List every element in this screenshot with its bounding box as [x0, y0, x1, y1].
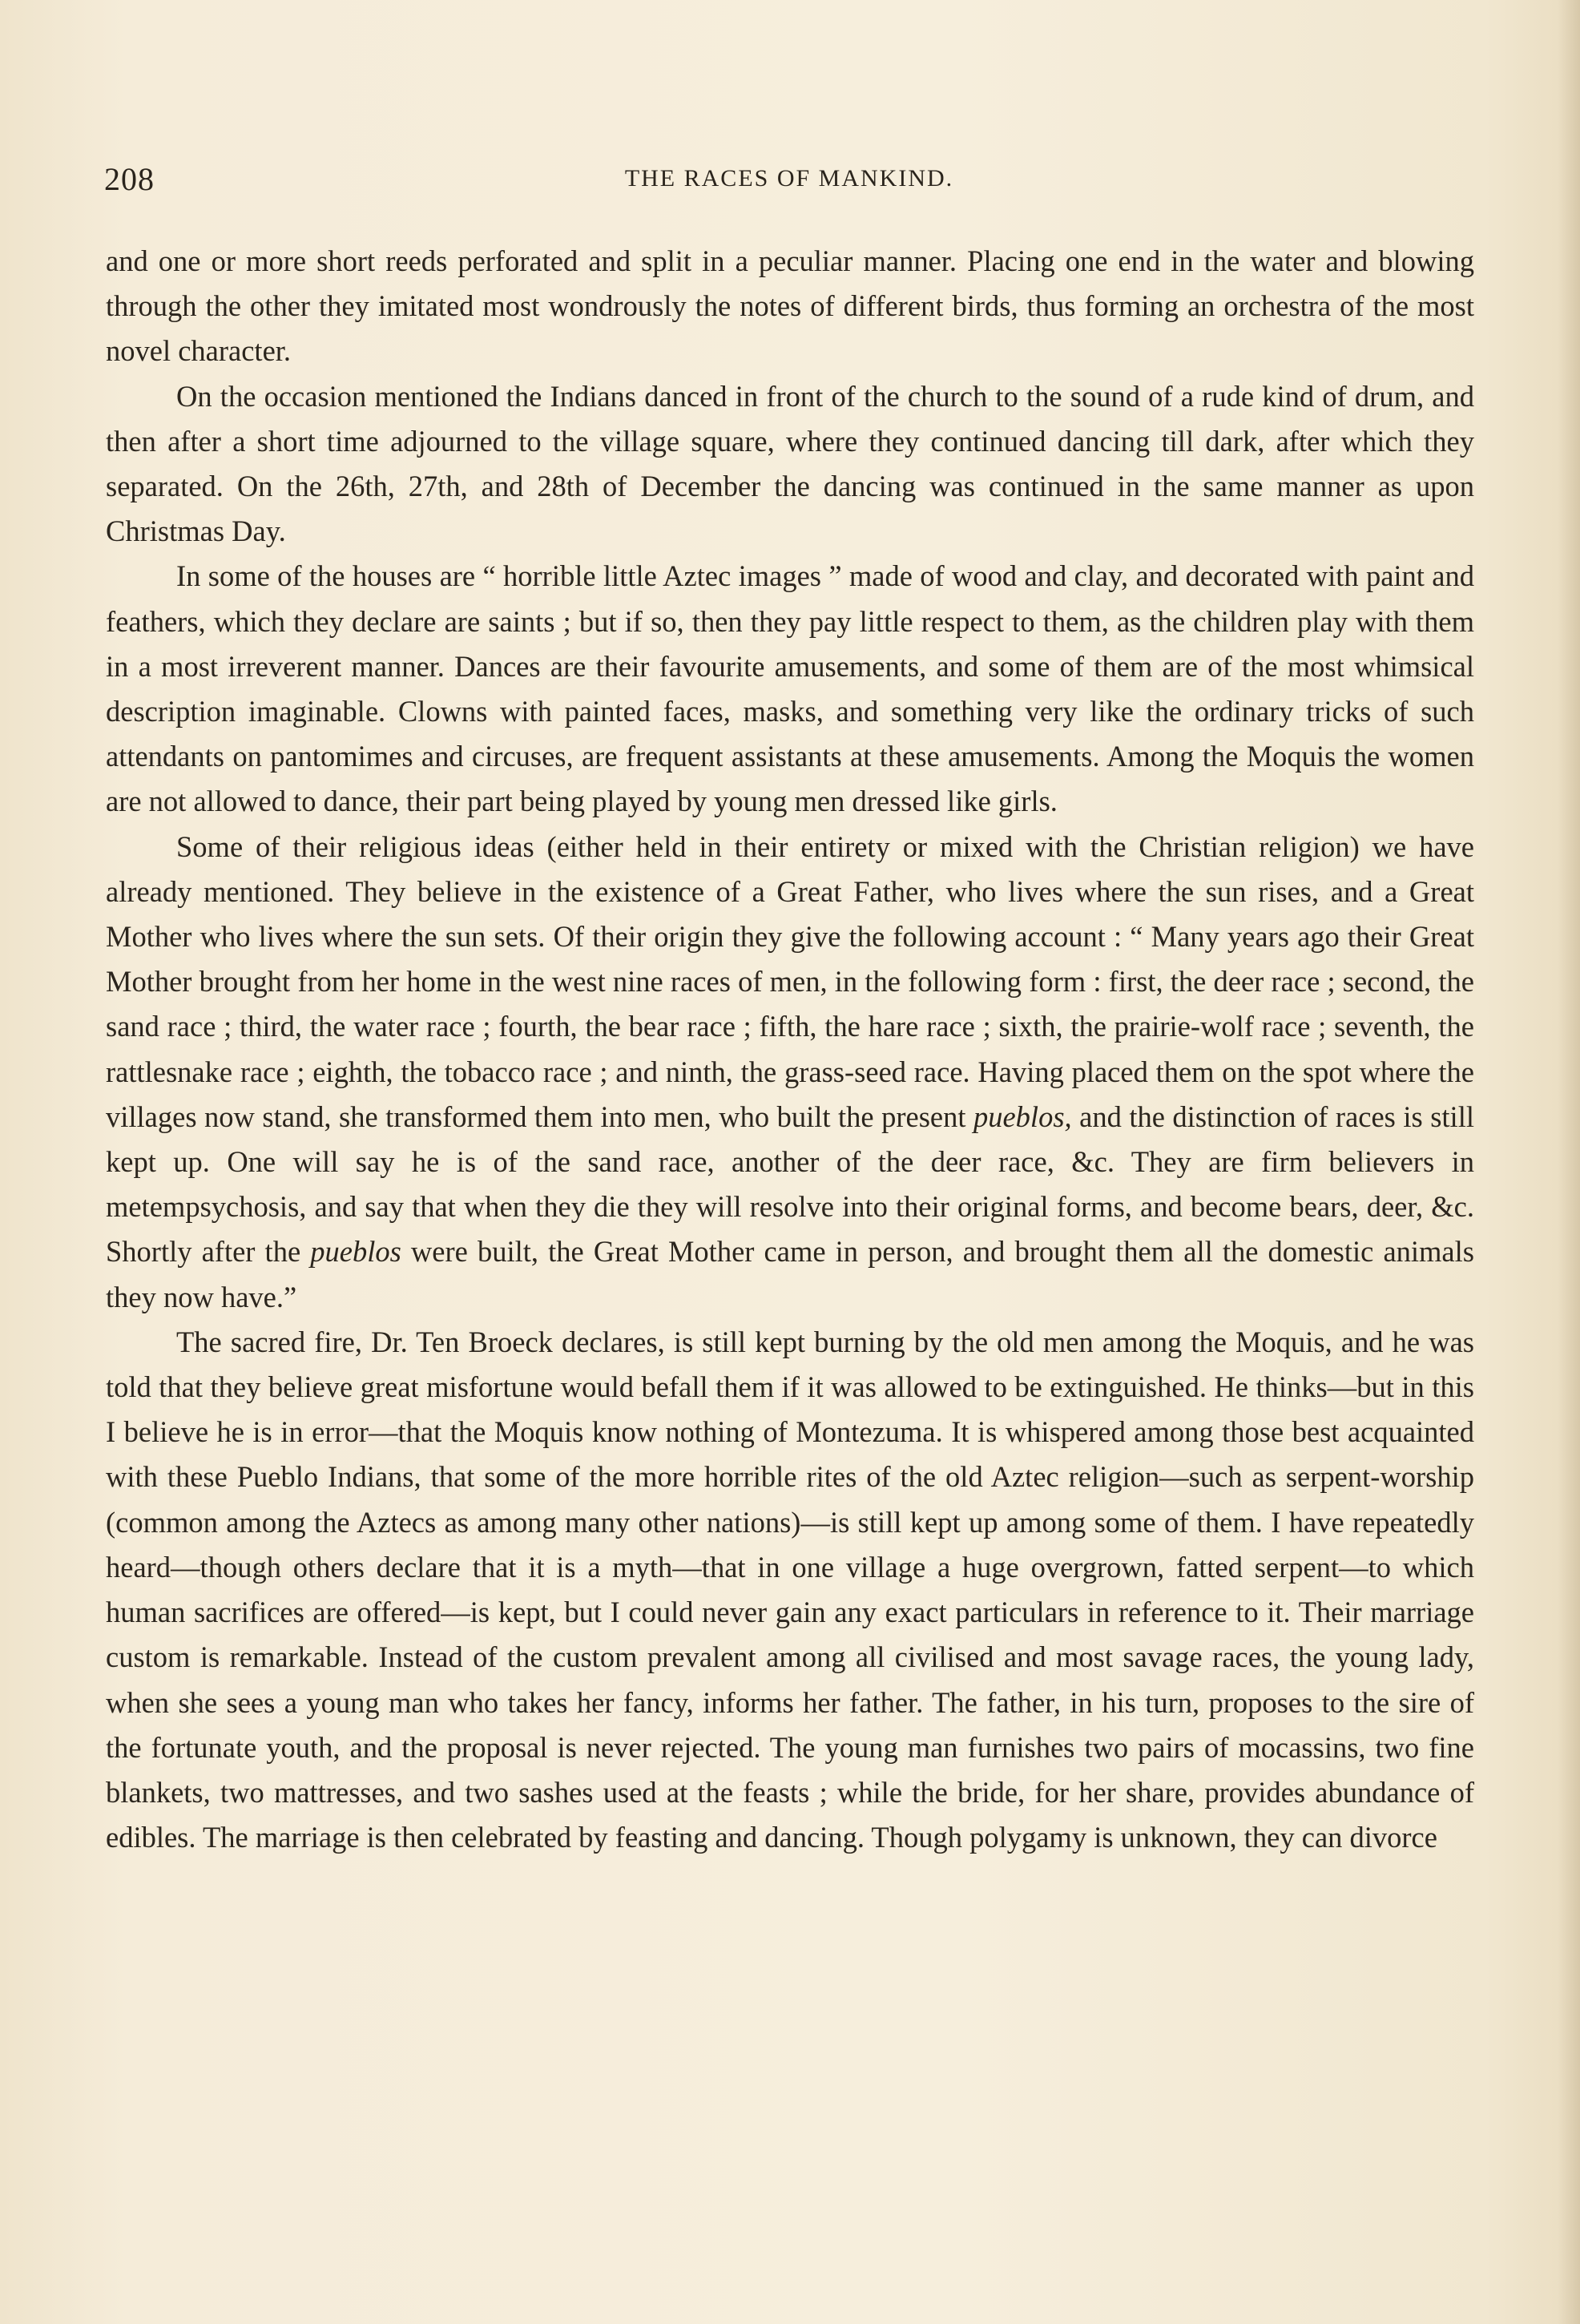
body-text	[106, 239, 1474, 1860]
paragraph	[106, 1320, 1474, 1860]
paragraph	[106, 554, 1474, 824]
text-run: The sacred fire, Dr. Ten Broeck declares, is still kept burning by the old men among the Moquis, and he was told that they believe great misfortune would befall them if it was allowed to be extinguished. He thinks—but in this I believe he is in error—that the Moquis know nothing of Montezuma. It is whispered among those best acquainted with these Pueblo Indians, that some of the more horrible rites of the old Aztec religion—such as serpent-worship (common among the Aztecs as among many other nations)—is still kept up among some of them. I have repeatedly heard—though others declare that it is a myth—that in one village a huge overgrown, fatted serpent—to which human sacrifices are offered—is kept, but I could never gain any exact particulars in reference to it. Their marriage custom is remarkable. Instead of the custom prevalent among all civilised and most savage races, the young lady, when she sees a young man who takes her fancy, informs her father. The father, in his turn, proposes to the sire of the fortunate youth, and the proposal is never rejected. The young man furnishes two pairs of mocassins, two fine blankets, two mattresses, and two sashes used at the feasts ; while the bride, for her share, provides abundance of edibles. The marriage is then celebrated by feasting and dancing. Though polygamy is unknown, they can divorce	[106, 1325, 1474, 1854]
text-run: and the distinction of races is still kept up. One will say he is of the sand race, another of the deer race, &c. They are firm believers in metempsychosis, and say that when they die they will resolve into their original forms, and become bears, deer, &c. Shortly after the	[106, 1099, 1474, 1269]
italic-term: pueblos	[310, 1235, 401, 1269]
text-run: In some of the houses are “ horrible little Aztec images ” made of wood and clay, and decorated with paint and feathers, which they declare are saints ; but if so, then they pay little respect to them, as the children play with them in a most irreverent manner. Dances are their favourite amusements, and some of them are of the most whimsical description imaginable. Clowns with painted faces, masks, and something very like the ordinary tricks of such attendants on pantomimes and circuses, are frequent assistants at these amusements. Among the Moquis the women are not allowed to dance, their part being played by young men dressed like girls.	[106, 559, 1474, 818]
paragraph	[106, 825, 1474, 1320]
paragraph	[106, 239, 1474, 374]
page-edge-shadow	[1558, 0, 1580, 2324]
page-number: 208	[104, 161, 155, 197]
paragraph	[106, 374, 1474, 555]
running-head	[104, 160, 1474, 200]
text-run: were built, the Great Mother came in person, and brought them all the domestic animals they now have.”	[106, 1235, 1474, 1313]
text-run: Some of their religious ideas (either held in their entirety or mixed with the Christian religion) we have already mentioned. They believe in the existence of a Great Father, who lives where the sun rises, and a Great Mother who lives where the sun sets. Of their origin they give the following account : “ Many years ago their Great Mother brought from her home in the west nine races of men, in the following form : first, the deer race ; second, the sand race ; third, the water race ; fourth, the bear race ; fifth, the hare race ; sixth, the prairie-wolf race ; seventh, the rattlesnake race ; eighth, the tobacco race ; and ninth, the grass-seed race. Having placed them on the spot where the villages now stand, she transformed them into men, who built the present	[106, 829, 1474, 1133]
running-title: THE RACES OF MANKIND.	[624, 165, 954, 192]
text-run: On the occasion mentioned the Indians danced in front of the church to the sound of a rude kind of drum, and then after a short time adjourned to the village square, where they continued dancing till dark, after which they separated. On the 26th, 27th, and 28th of December the dancing was continued in the same manner as upon Christmas Day.	[106, 379, 1474, 548]
text-run: and one or more short reeds perforated and split in a peculiar manner. Placing one end in the water and blowing through the other they imitated most wondrously the notes of different birds, thus forming an orchestra of the most novel character.	[106, 244, 1474, 368]
italic-term: pueblos,	[973, 1099, 1072, 1133]
